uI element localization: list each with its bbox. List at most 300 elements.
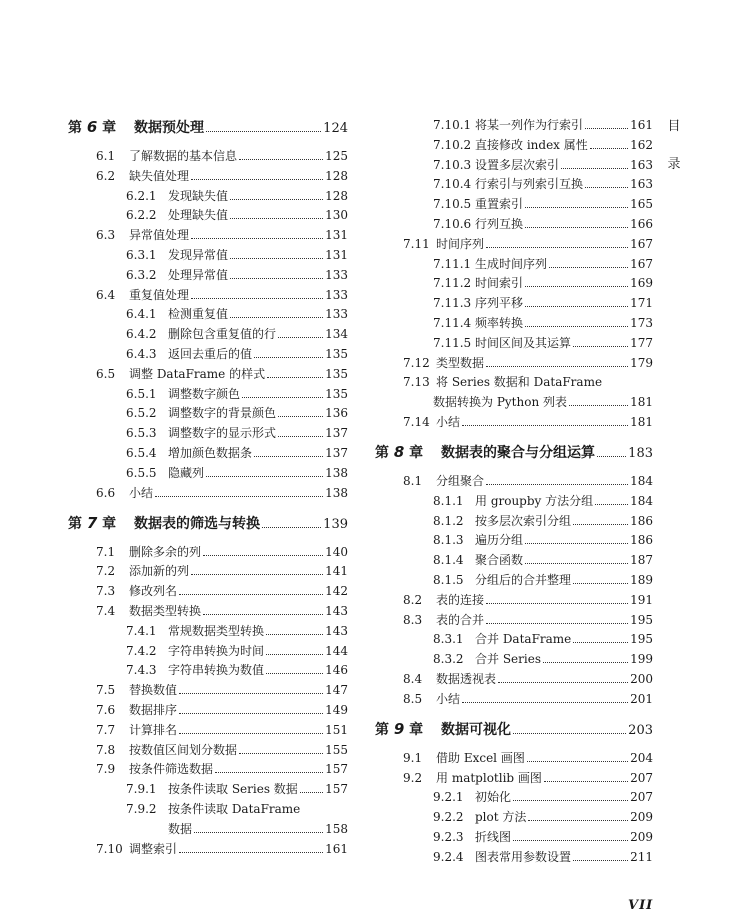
page-folio: VII bbox=[628, 898, 654, 913]
section-title: 折线图 bbox=[475, 829, 512, 844]
section-title: 合并 Series bbox=[475, 652, 541, 667]
section-title: 小结 bbox=[436, 691, 461, 706]
toc-subsection-entry[interactable] bbox=[375, 316, 653, 330]
toc-subsection-entry[interactable] bbox=[68, 466, 348, 480]
toc-subsection-entry[interactable] bbox=[375, 652, 653, 666]
dot-leader bbox=[486, 247, 628, 248]
section-number: 7.10 bbox=[96, 841, 123, 856]
page-number: 138 bbox=[325, 485, 348, 500]
section-title: 常规数据类型转换 bbox=[168, 623, 265, 638]
section-number: 7.4.2 bbox=[126, 643, 157, 658]
dot-leader bbox=[230, 278, 323, 279]
section-number: 8.1.1 bbox=[433, 493, 464, 508]
section-title: 合并 DataFrame bbox=[475, 632, 572, 647]
section-title: 按多层次索引分组 bbox=[475, 513, 572, 528]
page-number: 189 bbox=[630, 572, 653, 587]
section-title: 行列互换 bbox=[475, 216, 524, 231]
toc-subsection-entry[interactable] bbox=[375, 177, 653, 191]
toc-wrapped-entry[interactable] bbox=[375, 375, 653, 409]
section-number: 7.8 bbox=[96, 742, 116, 757]
dot-leader bbox=[590, 148, 628, 149]
wrapped-entry-first-line bbox=[375, 375, 653, 389]
toc-section-entry[interactable] bbox=[68, 723, 348, 737]
section-title: 时间序列 bbox=[436, 236, 485, 251]
toc-subsection-entry[interactable] bbox=[375, 197, 653, 211]
wrapped-entry-first-line bbox=[68, 802, 348, 816]
dot-leader bbox=[254, 456, 323, 457]
section-title: 添加新的列 bbox=[129, 564, 190, 579]
section-title: 将 Series 数据和 DataFrame bbox=[436, 375, 603, 390]
page-number: 151 bbox=[325, 722, 348, 737]
dot-leader bbox=[513, 840, 628, 841]
section-title: 调整 DataFrame 的样式 bbox=[129, 366, 266, 381]
section-title: 生成时间序列 bbox=[475, 256, 548, 271]
section-title: 调整数字的显示形式 bbox=[168, 426, 277, 441]
section-number: 7.1 bbox=[96, 544, 116, 559]
page-number: 147 bbox=[325, 683, 348, 698]
section-title: 直接修改 index 属性 bbox=[475, 137, 588, 152]
toc-section-entry[interactable] bbox=[68, 169, 348, 183]
toc-section-entry[interactable] bbox=[68, 545, 348, 559]
dot-leader bbox=[179, 733, 323, 734]
chapter-title: 数据表的筛选与转换 bbox=[134, 515, 260, 532]
page-number: 183 bbox=[628, 445, 653, 461]
dot-leader bbox=[266, 654, 323, 655]
toc-section-entry[interactable] bbox=[68, 703, 348, 717]
toc-section-entry[interactable] bbox=[375, 593, 653, 607]
section-number: 7.10.6 bbox=[433, 216, 472, 231]
section-number: 6.5.1 bbox=[126, 386, 157, 401]
page-number: 167 bbox=[630, 236, 653, 251]
dot-leader bbox=[203, 614, 323, 615]
section-title: 类型数据 bbox=[436, 355, 485, 370]
chapter-number: 第 7 章 bbox=[68, 513, 117, 532]
toc-subsection-entry[interactable] bbox=[375, 573, 653, 587]
page-number: 134 bbox=[325, 327, 348, 342]
page-number: 157 bbox=[325, 762, 348, 777]
section-number: 8.1 bbox=[403, 473, 423, 488]
section-title: 设置多层次索引 bbox=[475, 157, 560, 172]
page-number: 143 bbox=[325, 603, 348, 618]
page-number: 133 bbox=[325, 267, 348, 282]
section-title: 调整数字的背景颜色 bbox=[168, 406, 277, 421]
page-number: 186 bbox=[630, 533, 653, 548]
toc-subsection-entry[interactable] bbox=[375, 533, 653, 547]
page-number: 195 bbox=[630, 632, 653, 647]
toc-subsection-entry[interactable] bbox=[68, 268, 348, 282]
section-title: 返回去重后的值 bbox=[168, 346, 253, 361]
section-number: 9.2 bbox=[403, 770, 423, 785]
section-title: 了解数据的基本信息 bbox=[129, 149, 238, 163]
page-number: 131 bbox=[325, 228, 348, 243]
dot-leader bbox=[569, 405, 628, 406]
toc-section-entry[interactable] bbox=[375, 672, 653, 686]
section-title: 处理缺失值 bbox=[168, 208, 229, 223]
chapter-digit: 9 bbox=[393, 719, 405, 738]
section-number: 7.11.3 bbox=[433, 296, 472, 311]
section-number: 6.5.2 bbox=[126, 406, 157, 421]
section-title: 行索引与列索引互换 bbox=[475, 177, 584, 192]
section-number: 7.6 bbox=[96, 702, 116, 717]
toc-section-entry[interactable] bbox=[375, 474, 653, 488]
dot-leader bbox=[267, 377, 323, 378]
toc-subsection-entry[interactable] bbox=[375, 790, 653, 804]
toc-subsection-entry[interactable] bbox=[68, 307, 348, 321]
section-number: 8.2 bbox=[403, 592, 423, 607]
dot-leader bbox=[543, 662, 628, 663]
section-number: 7.10.2 bbox=[433, 137, 472, 152]
section-title: 重置索引 bbox=[475, 197, 524, 212]
chapter-digit: 8 bbox=[393, 442, 405, 461]
section-number: 7.9.2 bbox=[126, 801, 157, 816]
dot-leader bbox=[242, 397, 323, 398]
section-number: 8.1.4 bbox=[433, 553, 464, 568]
page-number: 137 bbox=[325, 445, 348, 460]
page-number: 186 bbox=[630, 513, 653, 528]
section-number: 7.10.4 bbox=[433, 177, 472, 192]
page-number: 169 bbox=[630, 276, 653, 291]
section-number: 8.1.3 bbox=[433, 533, 464, 548]
dot-leader bbox=[191, 574, 323, 575]
section-number: 6.5 bbox=[96, 366, 116, 381]
toc-subsection-entry[interactable] bbox=[375, 217, 653, 231]
section-number: 6.2.2 bbox=[126, 208, 157, 223]
section-number: 7.12 bbox=[403, 355, 430, 370]
section-number: 6.3 bbox=[96, 228, 116, 243]
dot-leader bbox=[486, 484, 628, 485]
section-number: 9.2.3 bbox=[433, 829, 464, 844]
section-title: 将某一列作为行索引 bbox=[475, 118, 584, 132]
section-number: 9.2.4 bbox=[433, 849, 464, 864]
page-number: 135 bbox=[325, 366, 348, 381]
section-number: 8.1.5 bbox=[433, 572, 464, 587]
toc-section-entry[interactable] bbox=[375, 356, 653, 370]
section-title: 序列平移 bbox=[475, 296, 524, 311]
section-side-mark bbox=[665, 118, 683, 194]
dot-leader bbox=[525, 326, 628, 327]
section-title: 异常值处理 bbox=[129, 228, 190, 243]
dot-leader bbox=[544, 781, 628, 782]
section-title: 小结 bbox=[129, 485, 154, 500]
toc-subsection-entry[interactable] bbox=[375, 138, 653, 152]
dot-leader bbox=[573, 583, 628, 584]
toc-section-entry[interactable] bbox=[68, 762, 348, 776]
page-number: 139 bbox=[323, 516, 348, 532]
toc-section-entry[interactable] bbox=[68, 288, 348, 302]
section-title: 频率转换 bbox=[475, 315, 524, 330]
dot-leader bbox=[191, 238, 323, 239]
page-number: 128 bbox=[325, 188, 348, 203]
section-number: 6.3.1 bbox=[126, 247, 157, 262]
toc-subsection-entry[interactable] bbox=[375, 494, 653, 508]
section-title: 缺失值处理 bbox=[129, 168, 190, 183]
toc-subsection-entry[interactable] bbox=[68, 624, 348, 638]
toc-chapter-entry[interactable] bbox=[375, 443, 653, 463]
dot-leader bbox=[525, 543, 628, 544]
section-title: 删除多余的列 bbox=[129, 544, 202, 559]
section-number: 6.5.5 bbox=[126, 465, 157, 480]
section-title: 时间区间及其运算 bbox=[475, 335, 572, 350]
page-number: 149 bbox=[325, 702, 348, 717]
page-number: 181 bbox=[630, 414, 653, 429]
dot-leader bbox=[194, 832, 323, 833]
toc-subsection-entry[interactable] bbox=[68, 446, 348, 460]
page-number: 173 bbox=[630, 315, 653, 330]
page-number: 141 bbox=[325, 564, 348, 579]
page-number: 163 bbox=[630, 157, 653, 172]
toc-subsection-entry[interactable] bbox=[375, 632, 653, 646]
section-number: 7.11.1 bbox=[433, 256, 472, 271]
toc-section-entry[interactable] bbox=[375, 771, 653, 785]
toc-chapter-entry[interactable] bbox=[68, 514, 348, 534]
section-number: 7.9.1 bbox=[126, 782, 157, 797]
dot-leader bbox=[179, 594, 323, 595]
chapter-number: 第 6 章 bbox=[68, 118, 117, 136]
section-number: 6.4.3 bbox=[126, 346, 157, 361]
section-number: 7.7 bbox=[96, 722, 116, 737]
page-number: 184 bbox=[630, 493, 653, 508]
page-number: 143 bbox=[325, 623, 348, 638]
section-title: 增加颜色数据条 bbox=[168, 445, 253, 460]
dot-leader bbox=[549, 267, 628, 268]
section-number: 7.10.1 bbox=[433, 118, 472, 132]
dot-leader bbox=[230, 218, 323, 219]
dot-leader bbox=[573, 524, 628, 525]
section-title-continued: 数据转换为 Python 列表 bbox=[433, 395, 567, 410]
toc-chapter-entry[interactable] bbox=[68, 118, 348, 138]
section-number: 6.5.4 bbox=[126, 445, 157, 460]
toc-subsection-entry[interactable] bbox=[68, 644, 348, 658]
dot-leader bbox=[239, 159, 323, 160]
page-number: 136 bbox=[325, 406, 348, 421]
dot-leader bbox=[179, 713, 323, 714]
toc-subsection-entry[interactable] bbox=[375, 850, 653, 864]
section-title: 调整数字颜色 bbox=[168, 386, 241, 401]
page-number: 166 bbox=[630, 216, 653, 231]
section-number: 7.4.1 bbox=[126, 623, 157, 638]
section-number: 7.5 bbox=[96, 683, 116, 698]
section-title: 字符串转换为时间 bbox=[168, 643, 265, 658]
page-number: 133 bbox=[325, 287, 348, 302]
dot-leader bbox=[513, 733, 626, 734]
dot-leader bbox=[585, 187, 628, 188]
toc-section-entry[interactable] bbox=[68, 683, 348, 697]
section-title: 图表常用参数设置 bbox=[475, 849, 572, 864]
dot-leader bbox=[486, 366, 628, 367]
dot-leader bbox=[525, 286, 628, 287]
section-title: 表的合并 bbox=[436, 612, 485, 627]
toc-subsection-entry[interactable] bbox=[375, 158, 653, 172]
page-number: 158 bbox=[325, 821, 348, 836]
section-number: 6.4.2 bbox=[126, 327, 157, 342]
dot-leader bbox=[278, 436, 323, 437]
dot-leader bbox=[585, 128, 628, 129]
section-title: 重复值处理 bbox=[129, 287, 190, 302]
page-number: 204 bbox=[630, 750, 653, 765]
dot-leader bbox=[278, 337, 323, 338]
toc-section-entry[interactable] bbox=[375, 613, 653, 627]
page-number: 200 bbox=[630, 671, 653, 686]
toc-subsection-entry[interactable] bbox=[375, 810, 653, 824]
section-number: 6.5.3 bbox=[126, 426, 157, 441]
page-number: 138 bbox=[325, 465, 348, 480]
section-number: 6.2 bbox=[96, 168, 116, 183]
toc-subsection-entry[interactable] bbox=[68, 406, 348, 420]
section-title: 按条件读取 Series 数据 bbox=[168, 782, 298, 797]
section-number: 7.11.2 bbox=[433, 276, 472, 291]
section-title: 表的连接 bbox=[436, 592, 485, 607]
dot-leader bbox=[525, 306, 628, 307]
section-number: 9.2.1 bbox=[433, 790, 464, 805]
toc-section-entry[interactable] bbox=[375, 415, 653, 429]
page-number: 131 bbox=[325, 247, 348, 262]
dot-leader bbox=[573, 860, 628, 861]
page-number: 124 bbox=[323, 121, 348, 136]
section-number: 7.2 bbox=[96, 564, 116, 579]
chapter-digit: 7 bbox=[86, 513, 98, 532]
toc-section-entry[interactable] bbox=[68, 149, 348, 163]
page-number: 133 bbox=[325, 307, 348, 322]
toc-subsection-entry[interactable] bbox=[68, 663, 348, 677]
toc-section-entry[interactable] bbox=[68, 743, 348, 757]
page-number: 144 bbox=[325, 643, 348, 658]
dot-leader bbox=[486, 603, 628, 604]
dot-leader bbox=[513, 800, 628, 801]
section-number: 6.3.2 bbox=[126, 267, 157, 282]
toc-subsection-entry[interactable] bbox=[375, 257, 653, 271]
page-number: 142 bbox=[325, 584, 348, 599]
dot-leader bbox=[561, 168, 628, 169]
section-number: 8.3.2 bbox=[433, 652, 464, 667]
page-number: 161 bbox=[325, 841, 348, 856]
dot-leader bbox=[527, 761, 628, 762]
toc-right-column bbox=[375, 118, 653, 870]
dot-leader bbox=[462, 702, 628, 703]
toc-subsection-entry[interactable] bbox=[68, 782, 348, 796]
chapter-number: 第 9 章 bbox=[375, 719, 424, 738]
section-title: 时间索引 bbox=[475, 276, 524, 291]
wrapped-entry-second-line bbox=[375, 395, 653, 409]
page-number: 157 bbox=[325, 782, 348, 797]
section-title: 分组聚合 bbox=[436, 473, 485, 488]
section-title: 数据透视表 bbox=[436, 671, 497, 686]
section-title: 小结 bbox=[436, 414, 461, 429]
page-number: 195 bbox=[630, 612, 653, 627]
dot-leader bbox=[300, 792, 323, 793]
dot-leader bbox=[525, 563, 628, 564]
toc-subsection-entry[interactable] bbox=[68, 426, 348, 440]
section-title: 数据类型转换 bbox=[129, 603, 202, 618]
section-title: 初始化 bbox=[475, 790, 512, 805]
dot-leader bbox=[486, 623, 628, 624]
page-number: 179 bbox=[630, 355, 653, 370]
page-number: 163 bbox=[630, 177, 653, 192]
toc-section-entry[interactable] bbox=[375, 237, 653, 251]
toc-subsection-entry[interactable] bbox=[375, 276, 653, 290]
section-number: 6.2.1 bbox=[126, 188, 157, 203]
toc-subsection-entry[interactable] bbox=[68, 248, 348, 262]
section-title: 按条件筛选数据 bbox=[129, 762, 214, 777]
section-number: 9.1 bbox=[403, 750, 423, 765]
dot-leader bbox=[203, 555, 323, 556]
section-title: 按数值区间划分数据 bbox=[129, 742, 238, 757]
dot-leader bbox=[155, 496, 323, 497]
dot-leader bbox=[206, 131, 321, 132]
dot-leader bbox=[266, 673, 323, 674]
toc-subsection-entry[interactable] bbox=[68, 208, 348, 222]
section-title: 用 matplotlib 画图 bbox=[436, 770, 542, 785]
dot-leader bbox=[254, 357, 323, 358]
page-number: 207 bbox=[630, 790, 653, 805]
toc-subsection-entry[interactable] bbox=[375, 553, 653, 567]
page-number: 184 bbox=[630, 473, 653, 488]
toc-section-entry[interactable] bbox=[68, 228, 348, 242]
dot-leader bbox=[191, 298, 323, 299]
page-number: 125 bbox=[325, 149, 348, 163]
section-title: 聚合函数 bbox=[475, 553, 524, 568]
section-title: 分组后的合并整理 bbox=[475, 572, 572, 587]
section-title-continued: 数据 bbox=[168, 821, 193, 836]
page-number: 181 bbox=[630, 395, 653, 410]
toc-subsection-entry[interactable] bbox=[375, 296, 653, 310]
toc-section-entry[interactable] bbox=[68, 486, 348, 500]
toc-subsection-entry[interactable] bbox=[375, 514, 653, 528]
dot-leader bbox=[179, 693, 323, 694]
section-number: 7.13 bbox=[403, 375, 430, 390]
section-number: 9.2.2 bbox=[433, 810, 464, 825]
toc-section-entry[interactable] bbox=[68, 604, 348, 618]
section-title: 处理异常值 bbox=[168, 267, 229, 282]
toc-wrapped-entry[interactable] bbox=[68, 802, 348, 836]
toc-section-entry[interactable] bbox=[68, 842, 348, 856]
section-title: 修改列名 bbox=[129, 584, 178, 599]
toc-subsection-entry[interactable] bbox=[68, 189, 348, 203]
page-number: 130 bbox=[325, 208, 348, 223]
section-title: 发现异常值 bbox=[168, 247, 229, 262]
dot-leader bbox=[498, 682, 628, 683]
dot-leader bbox=[179, 852, 323, 853]
toc-subsection-entry[interactable] bbox=[68, 327, 348, 341]
chapter-number: 第 8 章 bbox=[375, 442, 424, 461]
page-number: 171 bbox=[630, 296, 653, 311]
dot-leader bbox=[206, 476, 323, 477]
dot-leader bbox=[597, 456, 626, 457]
dot-leader bbox=[262, 527, 321, 528]
section-number: 6.1 bbox=[96, 149, 116, 163]
toc-subsection-entry[interactable] bbox=[375, 336, 653, 350]
section-number: 8.5 bbox=[403, 691, 423, 706]
toc-section-entry[interactable] bbox=[375, 751, 653, 765]
dot-leader bbox=[191, 179, 323, 180]
dot-leader bbox=[230, 258, 323, 259]
toc-section-entry[interactable] bbox=[68, 564, 348, 578]
dot-leader bbox=[525, 207, 628, 208]
toc-chapter-entry[interactable] bbox=[375, 720, 653, 740]
toc-section-entry[interactable] bbox=[375, 692, 653, 706]
toc-subsection-entry[interactable] bbox=[375, 118, 653, 132]
toc-section-entry[interactable] bbox=[68, 584, 348, 598]
toc-subsection-entry[interactable] bbox=[375, 830, 653, 844]
page-number: 137 bbox=[325, 426, 348, 441]
toc-section-entry[interactable] bbox=[68, 367, 348, 381]
page-number: 187 bbox=[630, 553, 653, 568]
toc-subsection-entry[interactable] bbox=[68, 387, 348, 401]
section-title: 发现缺失值 bbox=[168, 188, 229, 203]
section-title: 按条件读取 DataFrame bbox=[168, 801, 301, 816]
toc-subsection-entry[interactable] bbox=[68, 347, 348, 361]
page-number: 155 bbox=[325, 742, 348, 757]
dot-leader bbox=[230, 317, 323, 318]
